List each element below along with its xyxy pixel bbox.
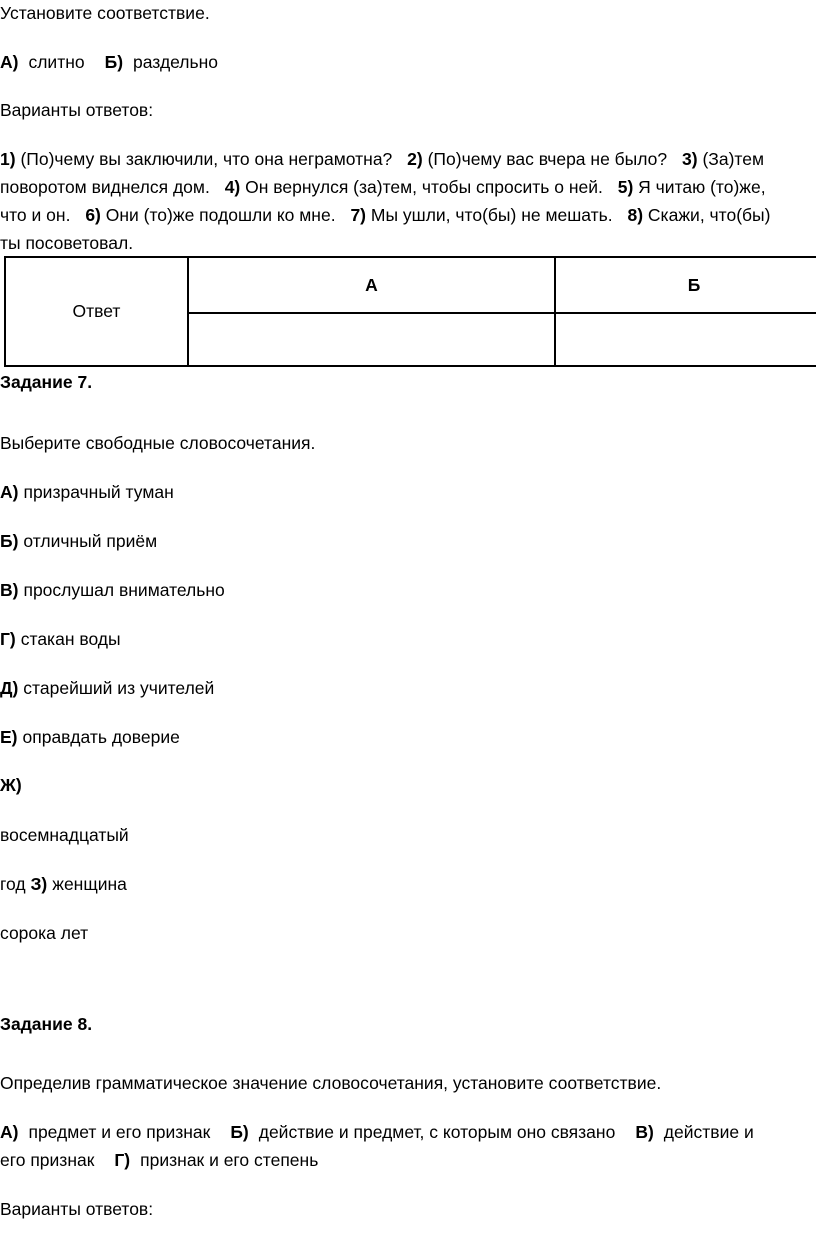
sentence-num: 7)	[350, 205, 367, 225]
option-text: его признак	[0, 1150, 95, 1170]
item-text: прослушал внимательно	[23, 580, 225, 600]
answer-row-label: Ответ	[5, 257, 188, 366]
sentence-text: Скажи, что(бы)	[647, 205, 771, 225]
task7-title: Задание 7.	[0, 372, 93, 392]
sentence-num: 4)	[224, 177, 241, 197]
task7-item	[0, 677, 214, 699]
sentence-text: Я читаю (то)же,	[638, 177, 766, 197]
option-letter: Б)	[230, 1122, 249, 1142]
task7-item	[0, 579, 225, 601]
item-text: оправдать доверие	[22, 727, 180, 747]
item-letter: Г)	[0, 629, 16, 649]
item-text: призрачный туман	[23, 482, 174, 502]
option-letter-a: А)	[0, 52, 19, 72]
task7-extra-line	[0, 873, 127, 895]
task7-item	[0, 774, 22, 796]
sentence-num: 6)	[85, 205, 101, 225]
option-text: признак и его степень	[140, 1150, 319, 1170]
item-letter: В)	[0, 580, 19, 600]
item-text: год	[0, 874, 26, 894]
answer-col-a-header: А	[188, 257, 555, 313]
task7-item	[0, 530, 157, 552]
option-letter: Г)	[114, 1150, 131, 1170]
option-letter-b: Б)	[104, 52, 124, 72]
sentence-text: Они (то)же подошли ко мне.	[105, 205, 336, 225]
task6-sentences-line2	[0, 176, 766, 198]
answer-cell-b[interactable]	[555, 313, 816, 366]
task6-instruction: Установите соответствие.	[0, 3, 210, 23]
sentence-num: 3)	[682, 149, 698, 169]
item-text: старейший из учителей	[23, 678, 215, 698]
sentence-text: (По)чему вы заключили, что она неграмотна?	[20, 149, 393, 169]
task8-title: Задание 8.	[0, 1014, 93, 1034]
item-letter: А)	[0, 482, 19, 502]
sentence-num: 1)	[0, 149, 16, 169]
option-letter: В)	[635, 1122, 654, 1142]
option-text-b: раздельно	[133, 52, 219, 72]
task7-item	[0, 726, 180, 748]
item-letter: Ж)	[0, 775, 22, 795]
item-letter: Е)	[0, 727, 18, 747]
item-letter: Д)	[0, 678, 19, 698]
option-text-a: слитно	[28, 52, 85, 72]
task8-variants-label: Варианты ответов:	[0, 1199, 154, 1219]
answer-col-b-header: Б	[555, 257, 816, 313]
sentence-text: что и он.	[0, 205, 71, 225]
task8-instruction: Определив грамматическое значение словосочетания, установите соответствие.	[0, 1073, 662, 1093]
task7-instruction: Выберите свободные словосочетания.	[0, 433, 316, 453]
item-letter: Б)	[0, 531, 19, 551]
sentence-text: (По)чему вас вчера не было?	[427, 149, 668, 169]
answer-cell-a[interactable]	[188, 313, 555, 366]
answer-table	[4, 256, 816, 367]
option-text: действие и предмет, с которым оно связано	[258, 1122, 616, 1142]
task7-extra-text: восемнадцатый	[0, 825, 129, 845]
sentence-text: Мы ушли, что(бы) не мешать.	[370, 205, 613, 225]
task8-options-line2	[0, 1149, 318, 1171]
item-text: отличный приём	[23, 531, 158, 551]
sentence-text: (За)тем	[702, 149, 764, 169]
sentence-num: 8)	[627, 205, 644, 225]
sentence-num: 2)	[407, 149, 423, 169]
option-letter: А)	[0, 1122, 19, 1142]
task8-options-line1	[0, 1121, 754, 1143]
task7-item	[0, 628, 121, 650]
task6-variants-label: Варианты ответов:	[0, 100, 154, 120]
task6-sentences-line4: ты посоветовал.	[0, 233, 134, 253]
task6-sentences-line1	[0, 148, 764, 170]
item-letter: З)	[30, 874, 48, 894]
item-text: женщина	[52, 874, 127, 894]
item-text: стакан воды	[20, 629, 121, 649]
option-text: предмет и его признак	[28, 1122, 211, 1142]
task7-extra-text: сорока лет	[0, 923, 89, 943]
sentence-text: Он вернулся (за)тем, чтобы спросить о ней.	[245, 177, 603, 197]
sentence-text: поворотом виднелся дом.	[0, 177, 210, 197]
task6-sentences-line3	[0, 204, 770, 226]
task6-options	[0, 51, 218, 73]
task7-item	[0, 481, 174, 503]
option-text: действие и	[663, 1122, 754, 1142]
sentence-num: 5)	[617, 177, 634, 197]
